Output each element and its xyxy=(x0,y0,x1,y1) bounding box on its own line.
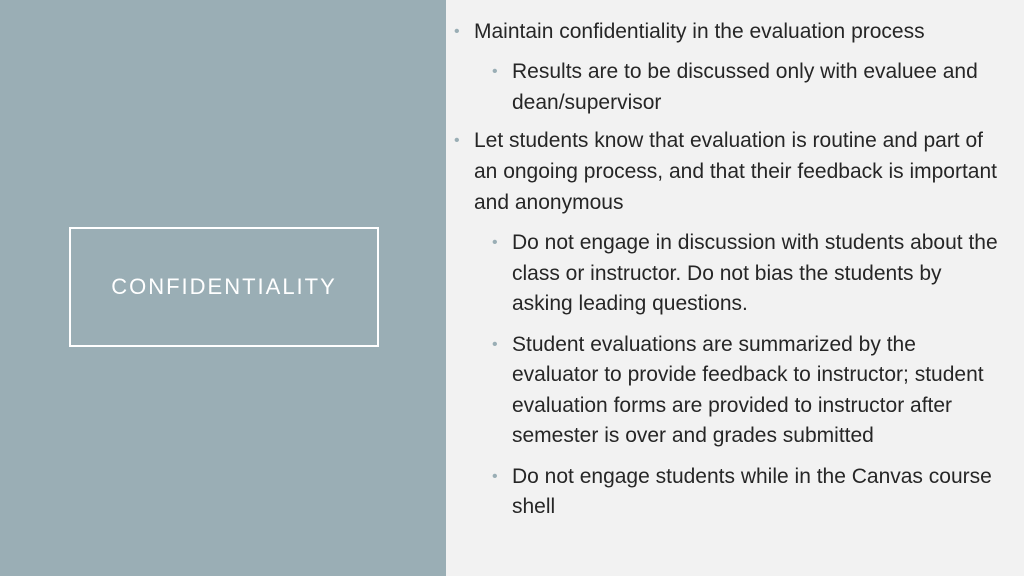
sub-bullet-text: Student evaluations are summarized by the evaluator to provide feedback to instructor; student evaluation forms are provided to instructor after semester is over and grades submitted xyxy=(512,332,984,447)
sub-bullet-text: Do not engage in discussion with students about the class or instructor. Do not bias the students by asking leading questions. xyxy=(512,231,998,315)
bullet-marker: • xyxy=(492,63,498,80)
title-frame xyxy=(69,227,379,347)
bullet-marker: • xyxy=(492,335,498,353)
bullet-marker: • xyxy=(492,234,498,251)
sub-bullet-text: Results are to be discussed only with evaluee and dean/supervisor xyxy=(512,60,978,114)
bullet-text: Maintain confidentiality in the evaluation process xyxy=(474,20,925,43)
bullet-list xyxy=(454,16,1004,530)
sub-bullet-item xyxy=(492,57,1004,118)
sub-bullet-item xyxy=(492,462,1004,523)
title-panel xyxy=(0,0,446,576)
bullet-marker: • xyxy=(454,132,460,149)
sub-bullet-text: Do not engage students while in the Canvas course shell xyxy=(512,464,992,518)
sub-bullet-list xyxy=(474,228,1004,523)
bullet-item xyxy=(454,125,1004,523)
sub-bullet-item xyxy=(492,228,1004,320)
bullet-marker: • xyxy=(454,23,460,40)
content-panel xyxy=(446,0,1024,576)
bullet-text: Let students know that evaluation is routine and part of an ongoing process, and that their feedback is important and anonymous xyxy=(474,129,997,214)
bullet-item xyxy=(454,16,1004,118)
bullet-marker: • xyxy=(492,467,498,485)
sub-bullet-item xyxy=(492,330,1004,452)
sub-bullet-list xyxy=(474,57,1004,118)
slide-title: CONFIDENTIALITY xyxy=(111,274,337,299)
